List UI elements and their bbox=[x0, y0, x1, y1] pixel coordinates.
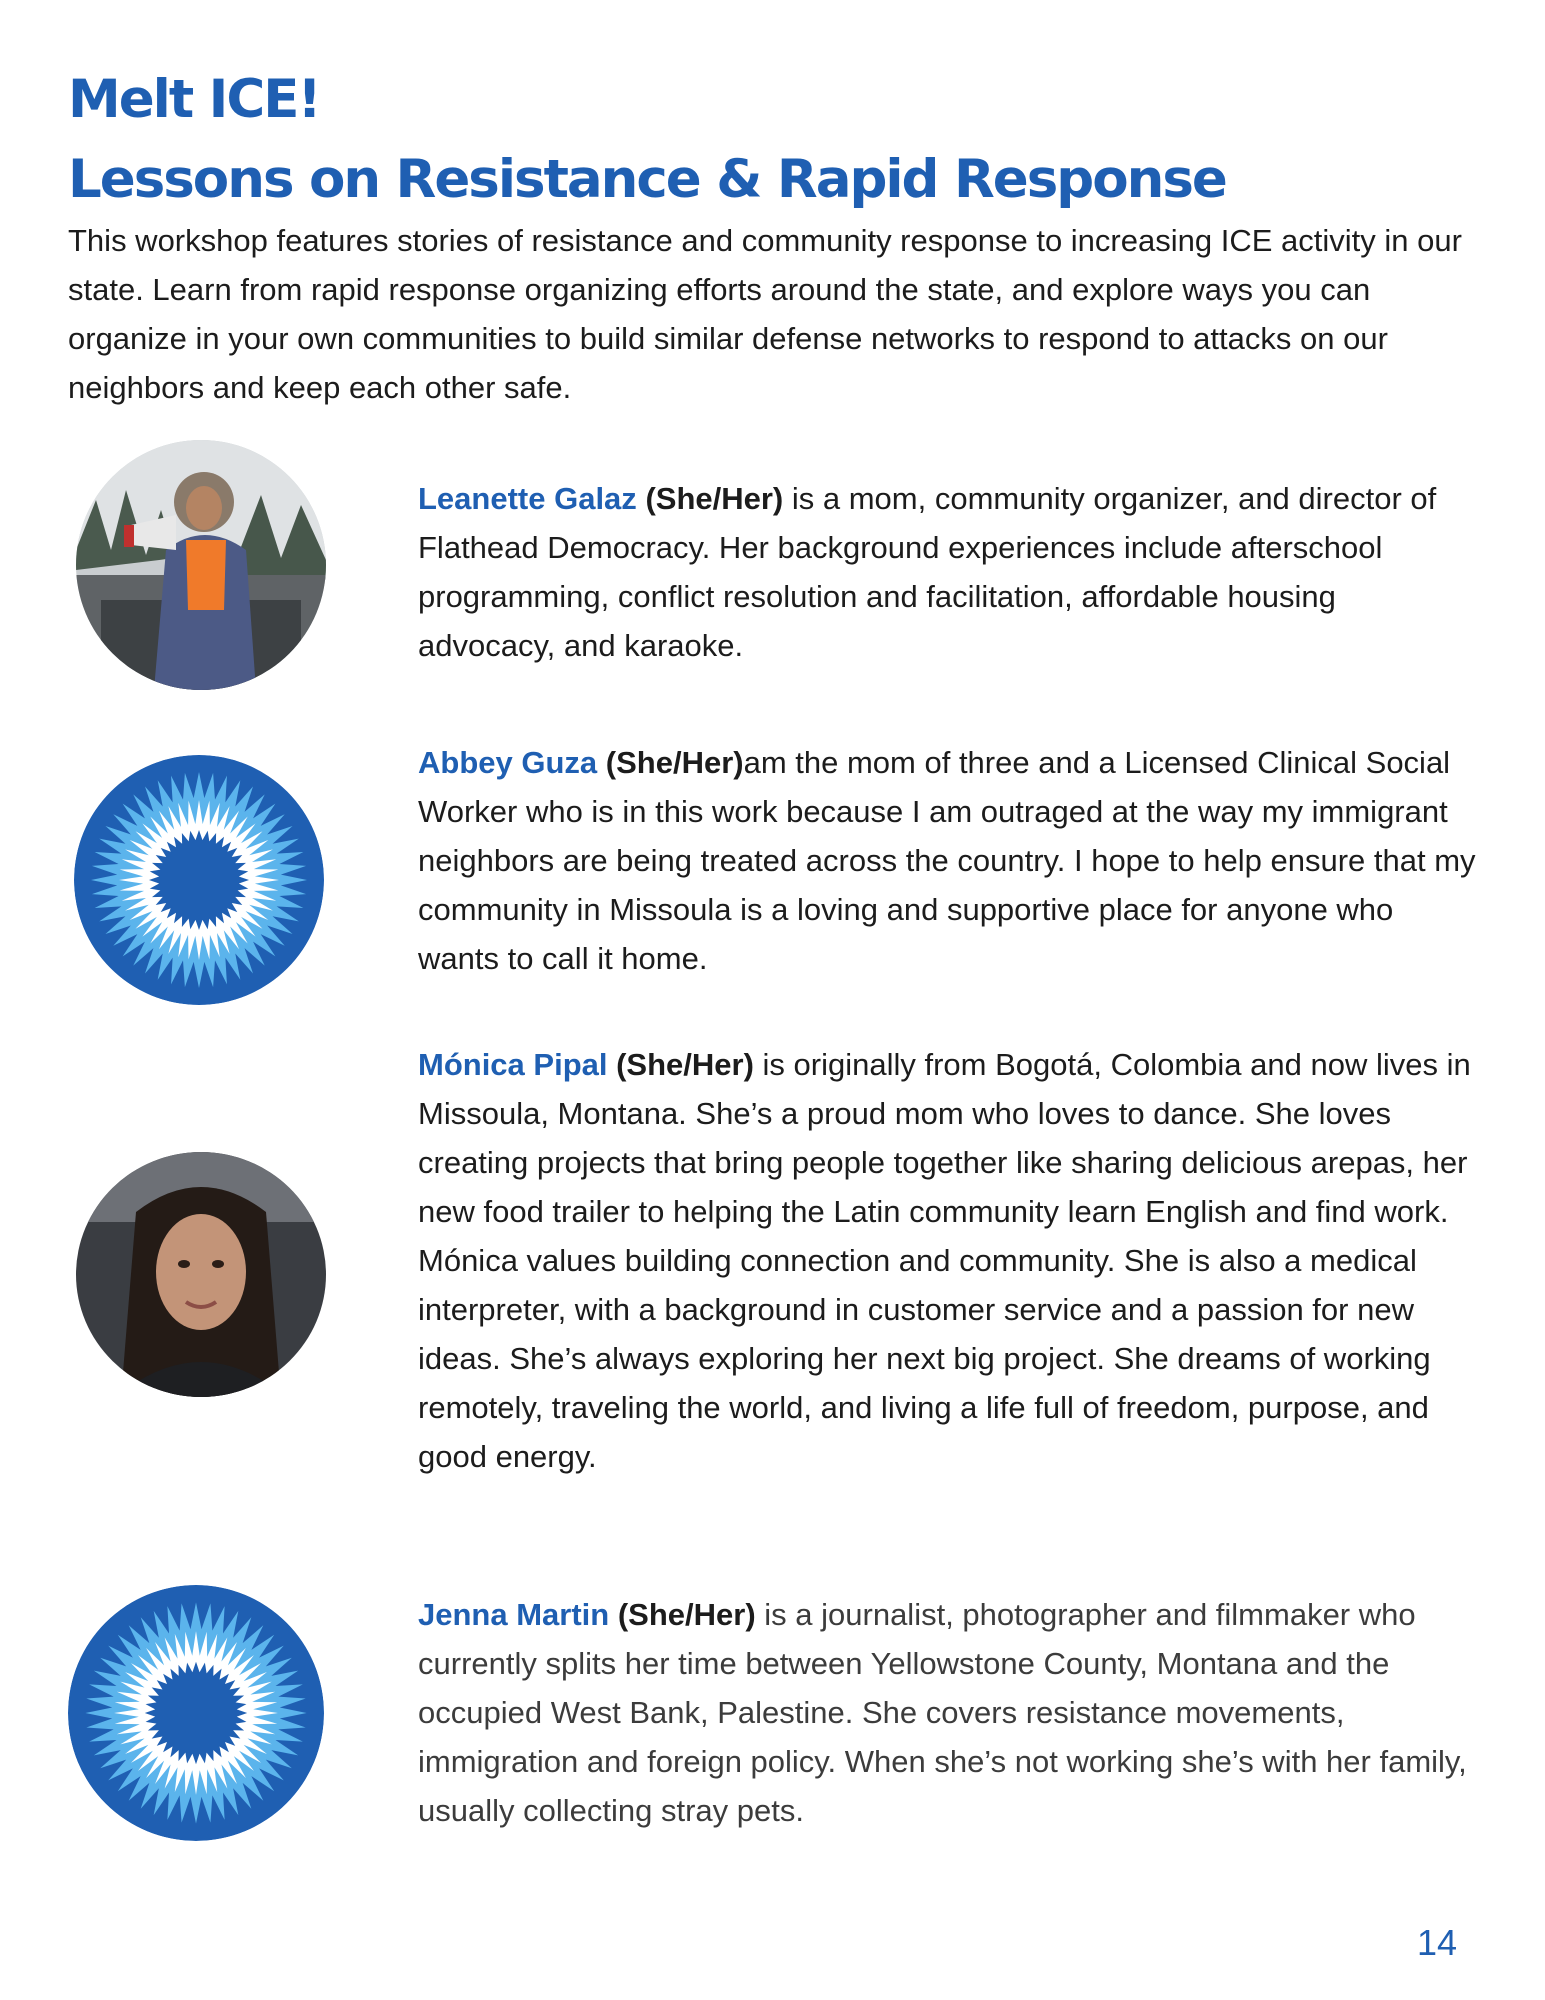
speaker-bio-text: is a journalist, photographer and filmmaker who currently splits her time between Yellowstone County, Montana and the occupied West Bank, Palestine. She covers resistance movements, immigration and foreign policy. When she’s not working she’s with her family, usually collecting stray pets. bbox=[418, 1597, 1467, 1828]
speaker-name: Mónica Pipal bbox=[418, 1047, 608, 1082]
speaker-bio-text: am the mom of three and a Licensed Clinical Social Worker who is in this work because I am outraged at the way my immigrant neighbors are being treated across the country. I hope to help ensure that my community in Missoula is a loving and supportive place for anyone who wants to call it home. bbox=[418, 745, 1476, 976]
sunburst-placeholder-icon bbox=[68, 1585, 324, 1841]
title-line-2: Lessons on Resistance & Rapid Response bbox=[68, 149, 1226, 210]
speaker-photo-monica bbox=[76, 1152, 326, 1397]
speaker-bio-jenna bbox=[418, 1590, 1478, 1835]
speaker-name: Abbey Guza bbox=[418, 745, 598, 780]
speaker-bio-monica bbox=[418, 1040, 1478, 1481]
speaker-name: Jenna Martin bbox=[418, 1597, 610, 1632]
speaker-photo-leanette bbox=[76, 440, 326, 690]
sunburst-placeholder-icon bbox=[74, 755, 324, 1005]
speaker-pronouns: (She/Her) bbox=[617, 1597, 756, 1632]
page-number: 14 bbox=[1416, 1922, 1457, 1963]
sunburst-graphic bbox=[68, 1585, 324, 1841]
speaker-bio-text: is a mom, community organizer, and director of Flathead Democracy. Her background experiences include afterschool programming, conflict resolution and facilitation, affordable housing advocacy, and karaoke. bbox=[418, 481, 1437, 663]
speaker-bio-leanette bbox=[418, 474, 1478, 670]
speaker-bio-abbey bbox=[418, 738, 1478, 983]
title-line-1: Melt ICE! bbox=[68, 69, 320, 130]
speaker-bio-text: is originally from Bogotá, Colombia and now lives in Missoula, Montana. She’s a proud mom who loves to dance. She loves creating projects that bring people together like sharing delicious arepas, her new food trailer to helping the Latin community learn English and find work. Mónica values building connection and community. She is also a medical interpreter, with a background in customer service and a passion for new ideas. She’s always exploring her next big project. She dreams of working remotely, traveling the world, and living a life full of freedom, purpose, and good energy. bbox=[418, 1047, 1471, 1474]
speaker-pronouns: (She/Her) bbox=[616, 1047, 754, 1082]
intro-paragraph: This workshop features stories of resistance and community response to increasing ICE activity in our state. Learn from rapid response organizing efforts around the state, and explore ways you can organize in your own communities to build similar defense networks to respond to attacks on our neighbors and keep each other safe. bbox=[68, 223, 1462, 405]
speaker-pronouns: (She/Her) bbox=[605, 745, 744, 780]
sunburst-graphic bbox=[74, 755, 324, 1005]
page-title bbox=[68, 60, 1226, 220]
speaker-pronouns: (She/Her) bbox=[645, 481, 784, 516]
speaker-name: Leanette Galaz bbox=[418, 481, 637, 516]
